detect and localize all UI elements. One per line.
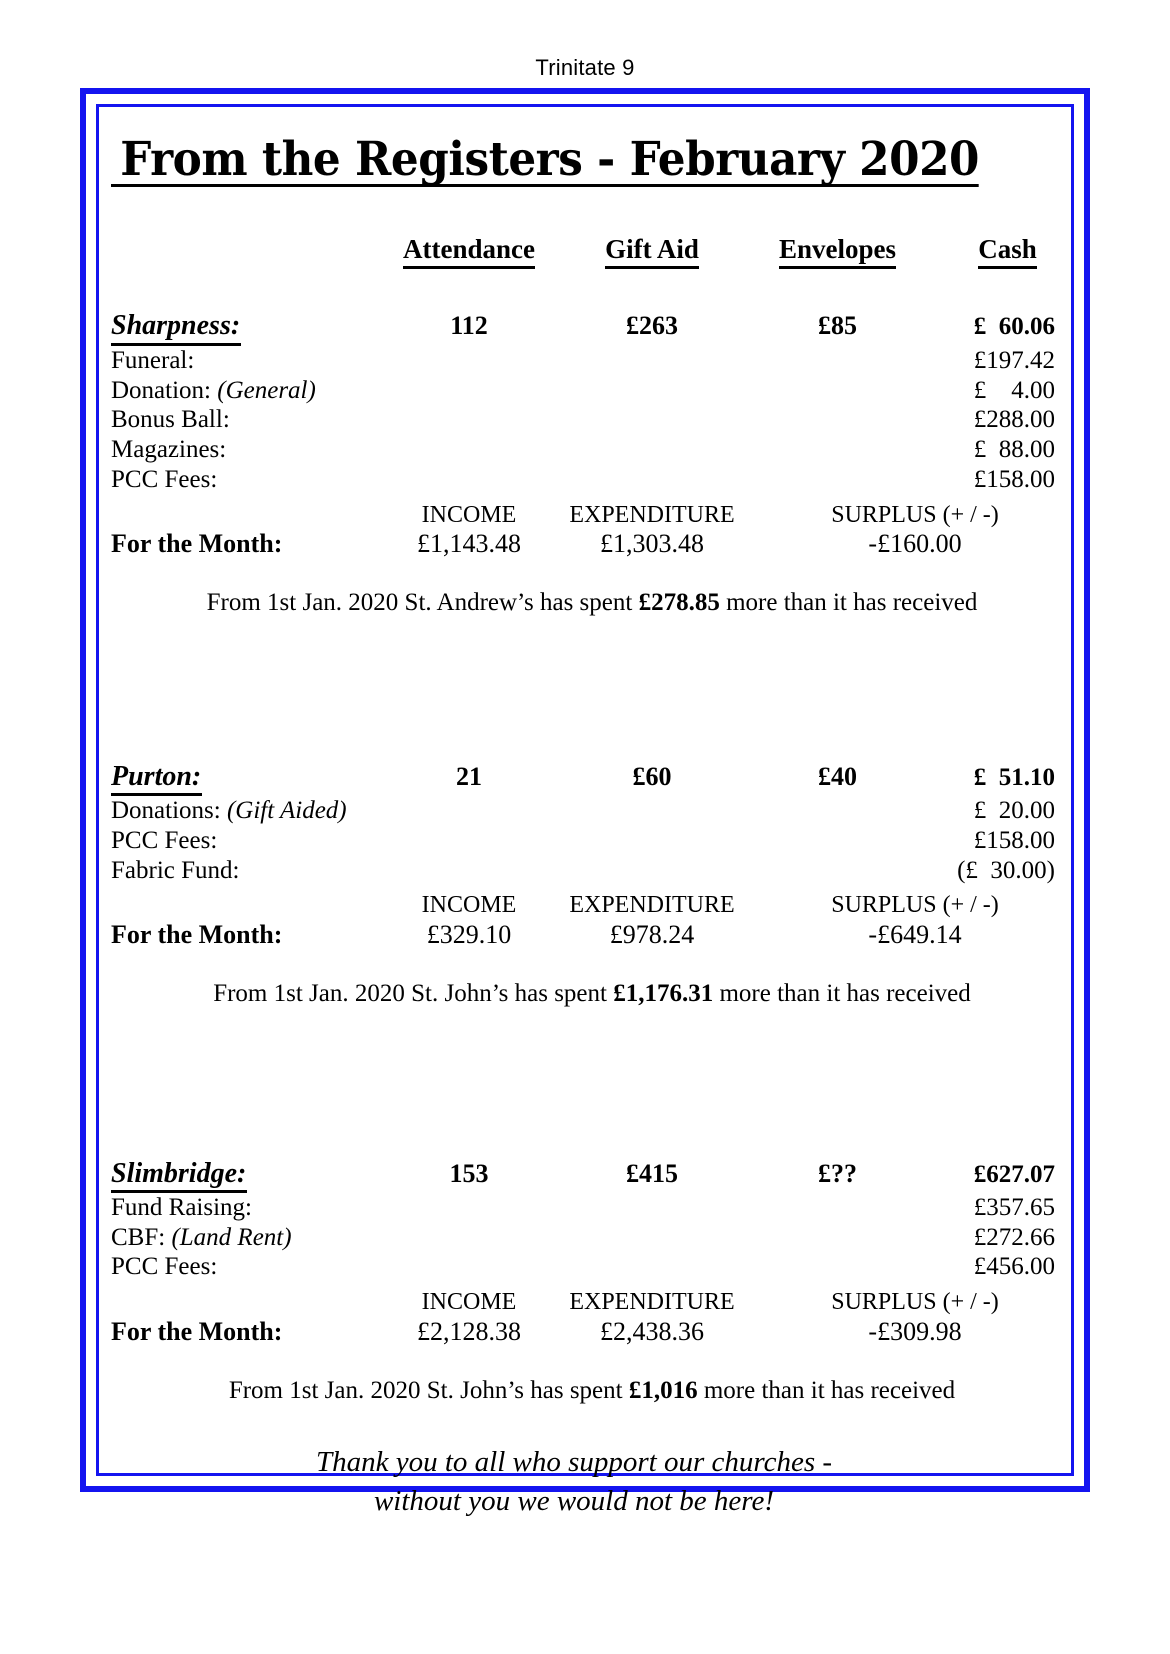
column-header-attendance: Attendance [379,187,559,279]
totals-header-income: INCOME [421,501,517,528]
purton-attendance: 21 [456,761,482,791]
running-head: Trinitate 9 [535,55,635,80]
slimbridge-item-fund-raising-label: Fund Raising: [111,1193,252,1221]
table-row [111,885,1085,920]
slimbridge-envelopes: £?? [818,1158,857,1188]
summary-cell [111,1348,1085,1406]
for-the-month-label: For the Month: [111,529,283,559]
table-row [111,376,1085,406]
sharpness-surplus: -£160.00 [868,529,962,559]
sharpness-item-donation-label: Donation: (General) [111,376,316,404]
purton-envelopes: £40 [818,761,857,791]
purton-surplus: -£649.14 [868,919,962,949]
totals-header-expenditure: EXPENDITURE [569,892,735,919]
table-row [111,951,1085,1009]
sharpness-summary: From 1st Jan. 2020 St. Andrew’s has spent £278.85 more than it has received [206,589,978,617]
slimbridge-income: £2,128.38 [417,1316,521,1346]
sharpness-gift-aid: £263 [626,311,678,341]
slimbridge-attendance: 153 [449,1158,489,1188]
sharpness-item-bonus-ball-cash: £288.00 [973,406,1055,434]
for-the-month-label: For the Month: [111,1316,283,1346]
blank-cell [111,1282,379,1317]
table-row [111,730,1085,796]
table-row [111,495,1085,530]
totals-header-income: INCOME [421,892,517,919]
closing-line-1: Thank you to all who support our churches - [315,1446,833,1479]
slimbridge-gift-aid: £415 [626,1158,678,1188]
table-row [111,856,1085,886]
table-row [111,346,1085,376]
purton-item-pcc-fees-label: PCC Fees: [111,826,218,854]
totals-header-income: INCOME [421,1289,517,1316]
sharpness-item-funeral-cash: £197.42 [973,346,1055,374]
sharpness-item-magazines-label: Magazines: [111,436,227,464]
sharpness-item-bonus-ball-label: Bonus Ball: [111,406,230,434]
table-row [111,1193,1085,1223]
summary-cell [111,951,1085,1009]
church-name-slimbridge: Slimbridge: [111,1127,379,1193]
sharpness-income: £1,143.48 [417,529,521,559]
purton-item-donations-cash: £ 20.00 [973,797,1055,825]
table-row [111,920,1085,951]
totals-header-surplus: SURPLUS (+ / -) [831,501,999,528]
section-spacer [111,618,1085,730]
sharpness-item-pcc-fees-cash: £158.00 [973,465,1055,493]
spacer [111,618,1085,730]
slimbridge-item-fund-raising-cash: £357.65 [973,1193,1055,1221]
column-header-cash: Cash [930,187,1085,279]
summary-cell [111,560,1085,618]
sharpness-envelopes: £85 [818,311,857,341]
section-spacer [111,1009,1085,1127]
church-name-sharpness: Sharpness: [111,279,379,345]
purton-item-donations-label: Donations: (Gift Aided) [111,797,347,825]
totals-header-expenditure: EXPENDITURE [569,501,735,528]
church-name-purton: Purton: [111,730,379,796]
slimbridge-item-cbf-label: CBF: (Land Rent) [111,1223,292,1251]
slimbridge-item-cbf-cash: £272.66 [973,1223,1055,1251]
column-header-gift-aid: Gift Aid [559,187,745,279]
totals-header-surplus: SURPLUS (+ / -) [831,892,999,919]
sharpness-item-pcc-fees-label: PCC Fees: [111,465,218,493]
table-row [111,1282,1085,1317]
purton-item-fabric-fund-cash: (£ 30.00) [957,856,1055,884]
closing-message [111,1405,1059,1520]
sharpness-item-donation-cash: £ 4.00 [973,376,1055,404]
spacer [111,1009,1085,1127]
purton-gift-aid: £60 [632,761,672,791]
table-row [111,405,1085,435]
slimbridge-expenditure: £2,438.36 [600,1316,704,1346]
purton-item-fabric-fund-label: Fabric Fund: [111,856,240,884]
sharpness-attendance: 112 [450,311,488,341]
page-border-inner [96,104,1074,1517]
table-row [111,1127,1085,1193]
for-the-month-label: For the Month: [111,919,283,949]
registers-table [111,187,1085,1405]
page-content [111,115,1059,1517]
table-row [111,465,1085,495]
page-border-outer [80,88,1090,1517]
slimbridge-cash: £627.07 [973,1160,1055,1188]
purton-item-pcc-fees-cash: £158.00 [973,826,1055,854]
table-row [111,826,1085,856]
totals-header-surplus: SURPLUS (+ / -) [831,1289,999,1316]
table-row [111,1223,1085,1253]
sharpness-item-funeral-label: Funeral: [111,346,195,374]
blank-cell [111,885,379,920]
column-header-envelopes: Envelopes [745,187,930,279]
table-row [111,1252,1085,1282]
table-row [111,560,1085,618]
header-blank [111,187,379,279]
purton-expenditure: £978.24 [609,919,695,949]
totals-header-expenditure: EXPENDITURE [569,1289,735,1316]
blank-cell [111,495,379,530]
purton-cash: £ 51.10 [973,763,1055,791]
sharpness-expenditure: £1,303.48 [600,529,704,559]
table-header-row [111,187,1085,279]
table-row [111,279,1085,345]
slimbridge-summary: From 1st Jan. 2020 St. John’s has spent £1,016 more than it has received [228,1376,956,1404]
sharpness-cash: £ 60.06 [973,313,1055,341]
table-row [111,435,1085,465]
sharpness-item-magazines-cash: £ 88.00 [973,436,1055,464]
table-row [111,1317,1085,1348]
table-row [111,529,1085,560]
purton-income: £329.10 [426,919,512,949]
purton-summary: From 1st Jan. 2020 St. John’s has spent £1,176.31 more than it has received [213,979,971,1007]
slimbridge-surplus: -£309.98 [868,1316,962,1346]
table-row [111,796,1085,826]
slimbridge-item-pcc-fees-cash: £456.00 [973,1253,1055,1281]
page-title: From the Registers - February 2020 [111,115,979,187]
table-row [111,1348,1085,1406]
closing-line-2: without you we would not be here! [373,1484,775,1517]
slimbridge-item-pcc-fees-label: PCC Fees: [111,1253,218,1281]
